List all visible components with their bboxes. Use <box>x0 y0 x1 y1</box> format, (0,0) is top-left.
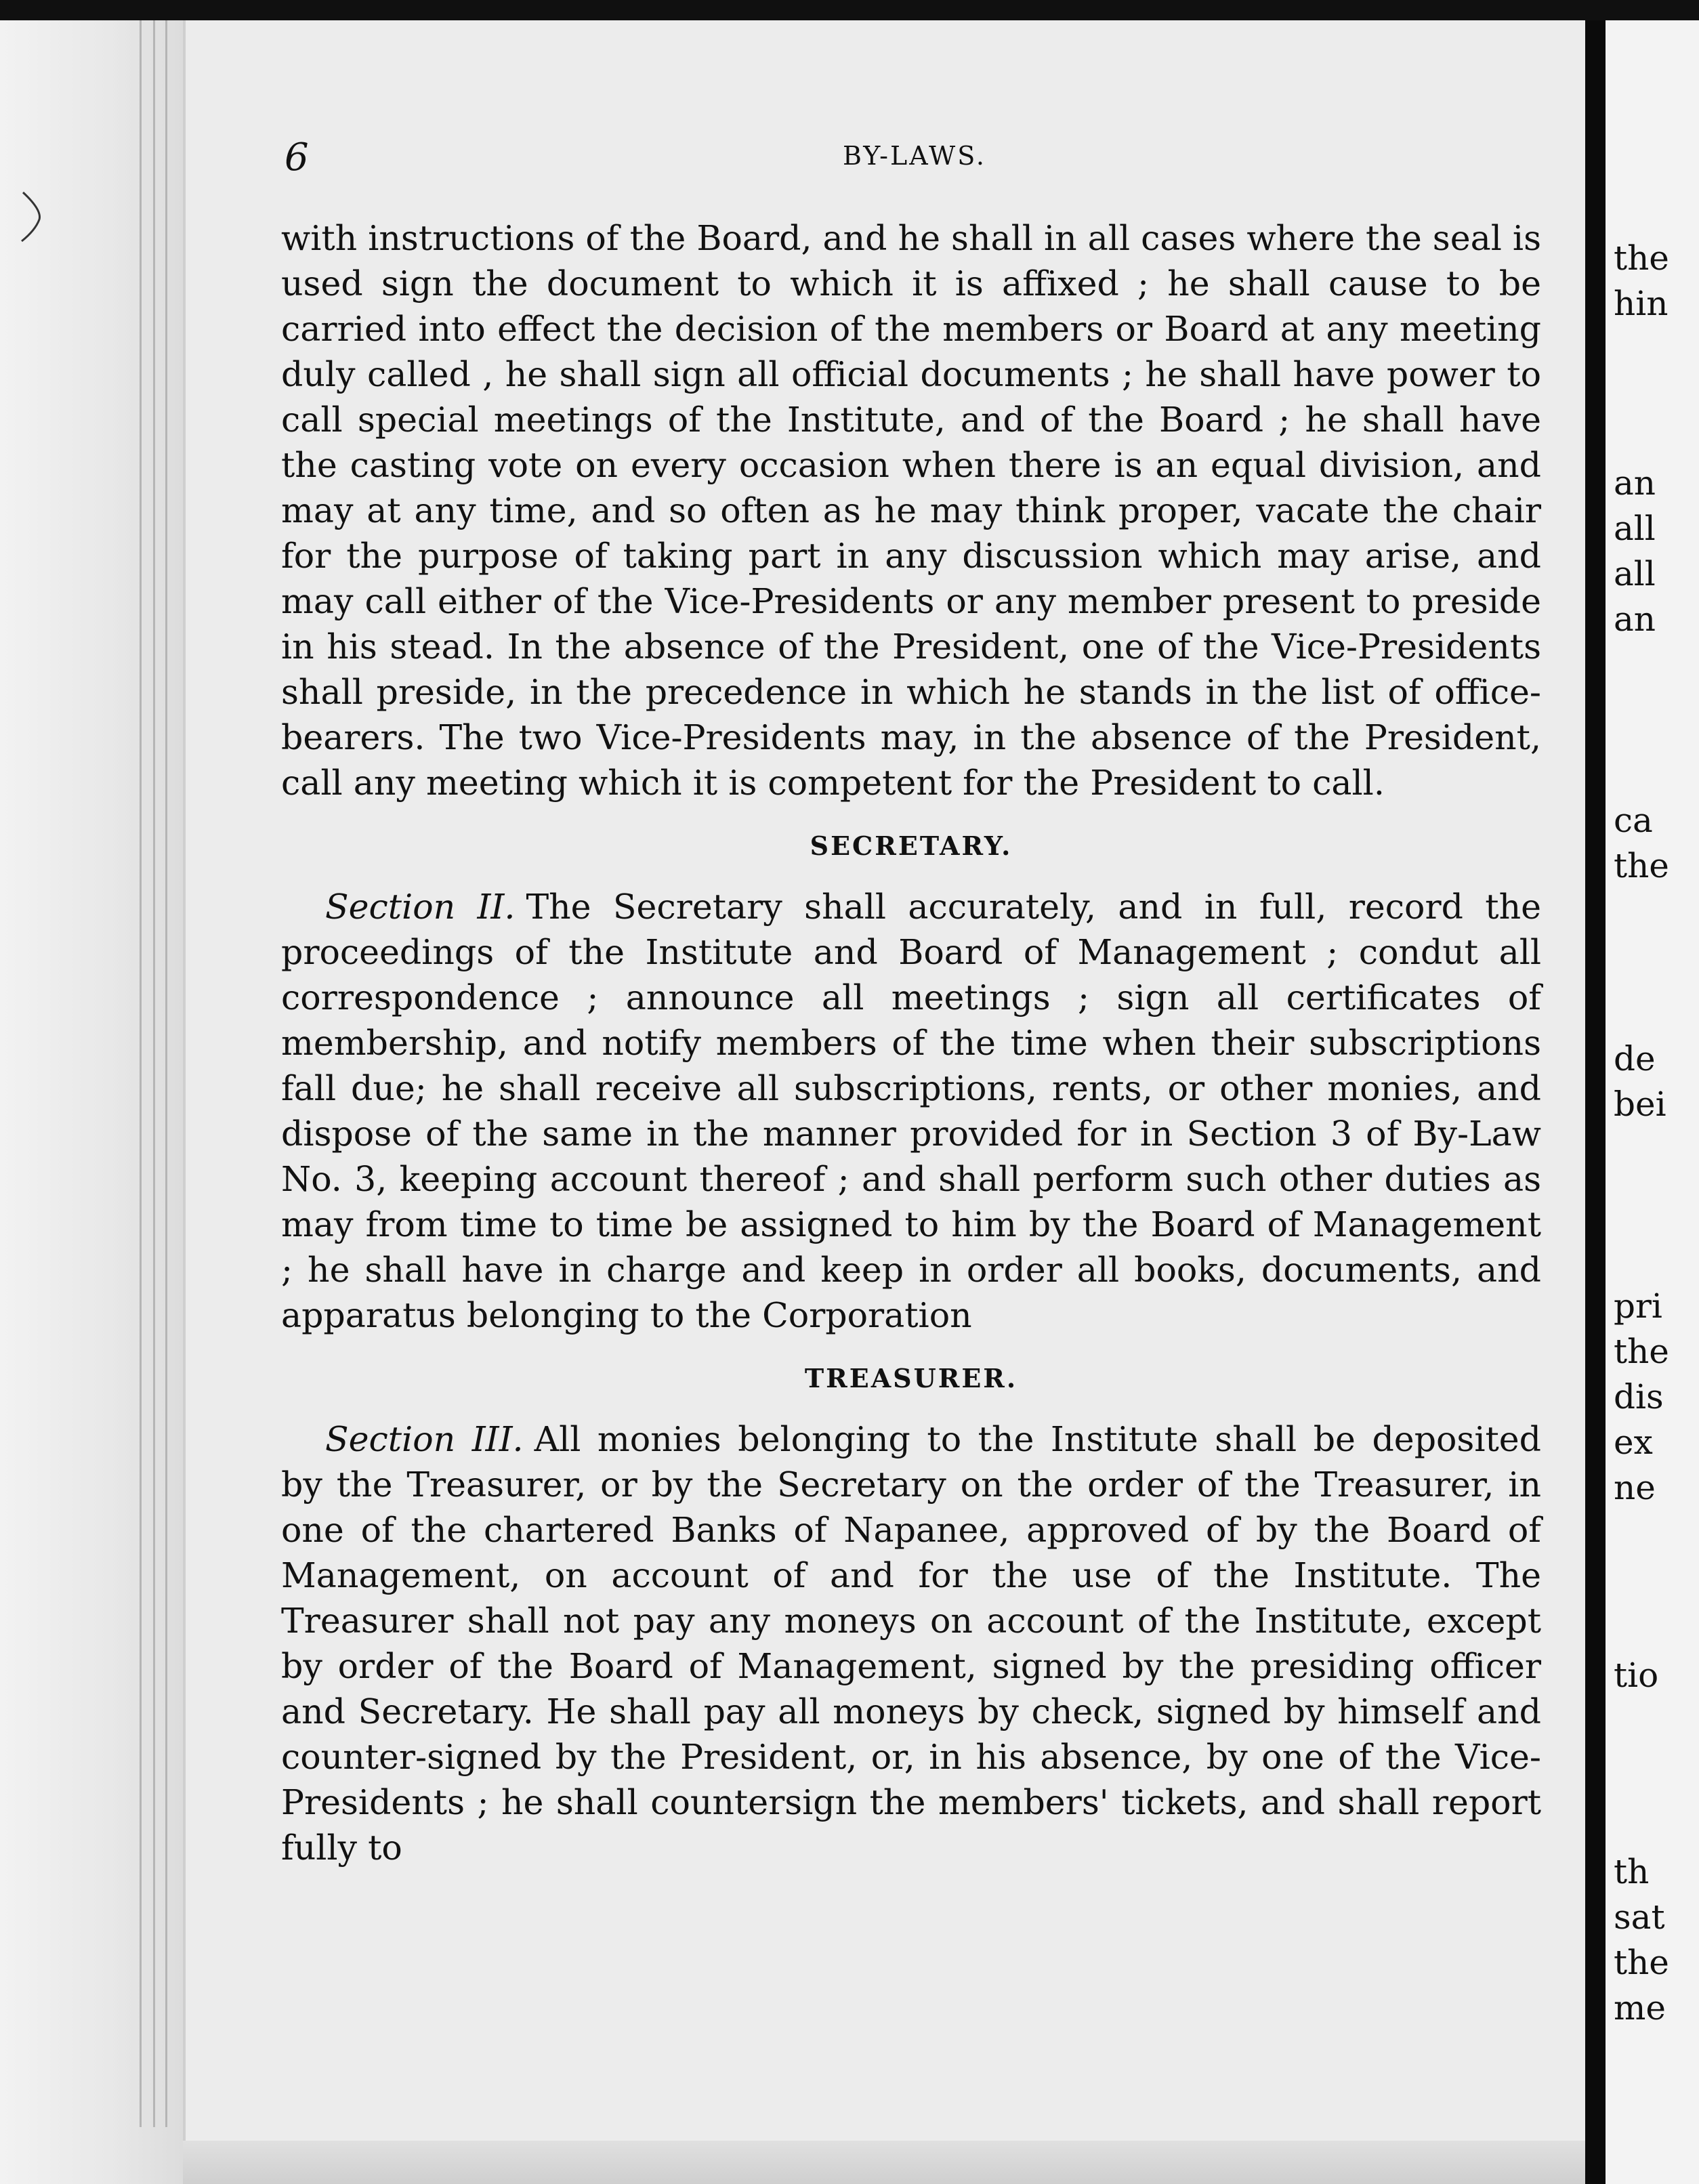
page-edge-line <box>140 20 142 2127</box>
next-page-fragment: all <box>1614 509 1656 548</box>
next-page-fragment: all <box>1614 554 1656 593</box>
next-page-edge <box>1606 20 1699 2184</box>
book-binding <box>1585 20 1606 2184</box>
next-page-fragment: hin <box>1614 284 1669 323</box>
next-page-fragment: ne <box>1614 1468 1656 1507</box>
section-label: Section III. <box>325 1419 524 1459</box>
page-body <box>281 215 1541 1870</box>
running-header <box>285 135 1545 183</box>
section-heading-secretary: SECRETARY. <box>810 831 1013 861</box>
next-page-fragment: the <box>1614 1332 1669 1371</box>
next-page-fragment: de <box>1614 1039 1656 1078</box>
next-page-fragment: ca <box>1614 801 1653 840</box>
opening-paragraph: with instructions of the Board, and he shall in all cases where the seal is used sign the document to which it is affixed ; he shall cause to be carried into effect the decision of the members or Board at any meeting duly called , he shall sign all official documents ; he shall have power to call special meetings of the Institute, and of the Board ; he shall have the casting vote on every occasion when there is an equal division, and may at any time, and so often as he may think proper, vacate the chair for the purpose of taking part in any discussion which may arise, and may call either of the Vice-Presidents or any member present to preside in his stead. In the absence of the President, one of the Vice-Presidents shall preside, in the precedence in which he stands in the list of office-bearers. The two Vice-Presidents may, in the absence of the President, call any meeting which it is competent for the President to call. <box>281 218 1541 803</box>
running-title: BY-LAWS. <box>843 141 986 171</box>
page-bottom-shadow <box>183 2141 1592 2184</box>
left-page-margin <box>0 20 183 2184</box>
stray-mark <box>19 190 46 244</box>
next-page-fragment: tio <box>1614 1656 1659 1695</box>
next-page-fragment: an <box>1614 600 1656 639</box>
next-page-fragment: bei <box>1614 1085 1666 1124</box>
next-page-fragment: an <box>1614 463 1656 503</box>
next-page-fragment: ex <box>1614 1423 1653 1462</box>
section-heading-treasurer: TREASURER. <box>804 1363 1018 1393</box>
section-text: The Secretary shall accurately, and in full, record the proceedings of the Institute and Board of Management ; condut all correspondence ; announce all meetings ; sign all certificates of membership, and notify members of the time when their subscriptions fall due; he shall receive all subscriptions, rents, or other monies, and dispose of the same in the manner provided for in Section 3 of By-Law No. 3, keeping account thereof ; and shall perform such other duties as may from time to time be assigned to him by the Board of Management ; he shall have in charge and keep in order all books, documents, and apparatus belonging to the Corporation <box>281 887 1542 1335</box>
page-edge-line <box>153 20 155 2127</box>
next-page-fragment: pri <box>1614 1286 1662 1326</box>
next-page-fragment: sat <box>1614 1897 1665 1937</box>
next-page-fragment: the <box>1614 1943 1669 1982</box>
next-page-fragment: dis <box>1614 1377 1664 1416</box>
section-label: Section II. <box>325 887 516 927</box>
page-number: 6 <box>285 135 309 180</box>
next-page-fragment: th <box>1614 1852 1650 1891</box>
next-page-fragment: the <box>1614 238 1669 278</box>
section-paragraph-treasurer <box>281 1416 1541 1870</box>
section-text: All monies belonging to the Institute shall be deposited by the Treasurer, or by the Secretary on the order of the Treasurer, in one of the chartered Banks of Napanee, approved of by the Board of Management, on account of and for the use of the Institute. The Treasurer shall not pay any moneys on account of the Institute, except by order of the Board of Management, signed by the presiding officer and Secretary. He shall pay all moneys by check, signed by himself and counter-signed by the President, or, in his absence, by one of the Vice-Presidents ; he shall countersign the members' tickets, and shall report fully to <box>281 1419 1541 1868</box>
scan-top-edge <box>0 0 1699 20</box>
next-page-fragment: the <box>1614 846 1669 885</box>
section-paragraph-secretary <box>281 884 1541 1338</box>
next-page-fragment: me <box>1614 1988 1666 2028</box>
page-edge-line <box>165 20 167 2127</box>
